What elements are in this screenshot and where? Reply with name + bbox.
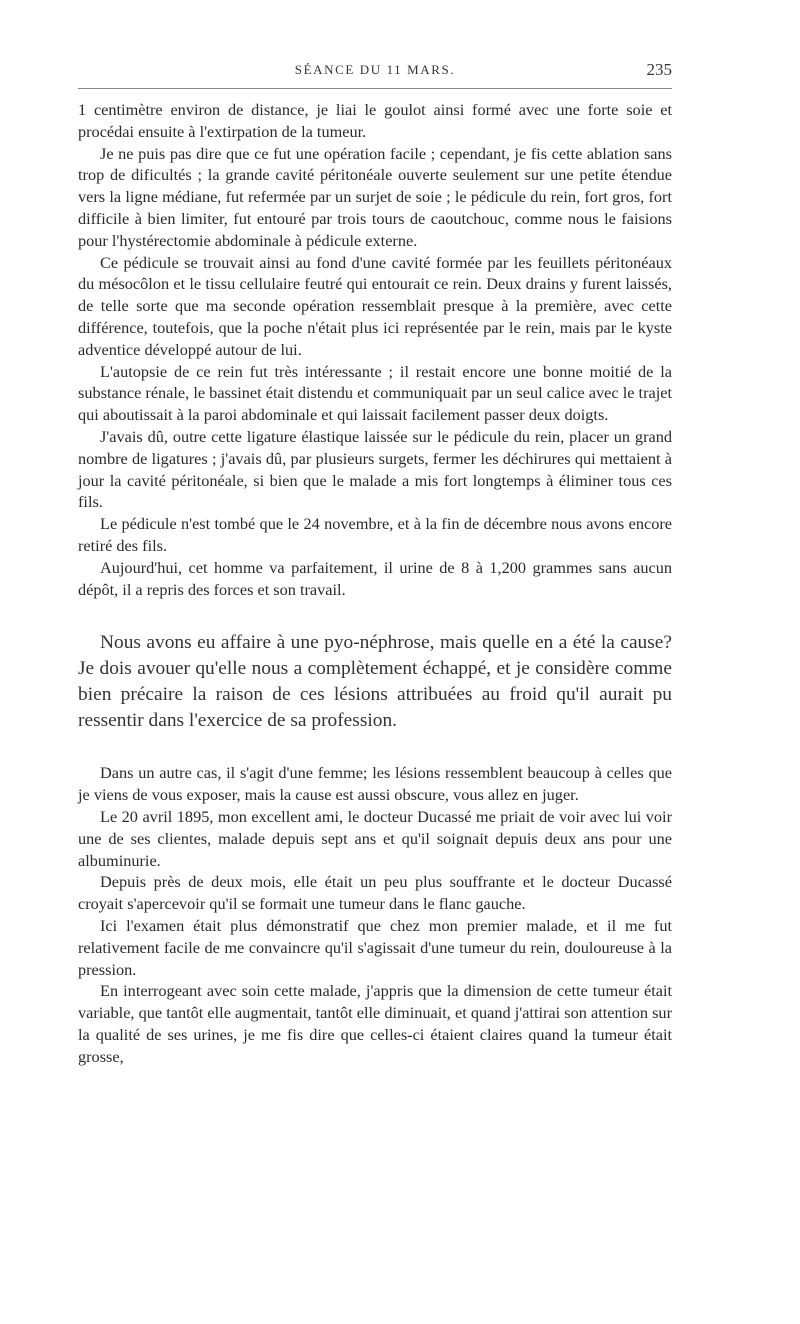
large-type-paragraph — [78, 630, 672, 734]
running-head — [78, 58, 672, 88]
paragraph: Le pédicule n'est tombé que le 24 novembre, et à la fin de décembre nous avons encore retiré des fils. — [78, 514, 672, 555]
paragraph: Depuis près de deux mois, elle était un peu plus souffrante et le docteur Ducassé croyait s'apercevoir qu'il se formait une tumeur dans le flanc gauche. — [78, 872, 672, 914]
running-title: SÉANCE DU 11 MARS. — [294, 62, 456, 77]
header-rule — [78, 88, 672, 89]
paragraph: Dans un autre cas, il s'agit d'une femme; les lésions ressemblent beaucoup à celles que je viens de vous exposer, mais la cause est aussi obscure, vous allez en juger. — [78, 763, 672, 805]
page-number: 235 — [646, 60, 672, 79]
paragraph: J'avais dû, outre cette ligature élastique laissée sur le pédicule du rein, placer un grand nombre de ligatures ; j'avais dû, par plusieurs surgets, fermer les déchirures qui mettaient à jour la cavité péritonéale, si bien que le malade a mis fort longtemps à éliminer tous ces fils. — [78, 426, 672, 512]
book-page — [78, 58, 672, 1067]
paragraph: Je ne puis pas dire que ce fut une opération facile ; cependant, je fis cette ablation sans trop de dificultés ; la grande cavité péritonéale ouverte seulement sur une petite étendue vers la ligne médiane, fut refermée par un surjet de soie ; le pédicule du rein, fort gros, fort difficile à bien limiter, fut entouré par trois tours de caoutchouc, comme nous le faisions pour l'hystérectomie abdominale à pédicule externe. — [78, 143, 672, 250]
text-block-operation — [78, 99, 672, 600]
paragraph: Le 20 avril 1895, mon excellent ami, le docteur Ducassé me priait de voir avec lui voir une de ses clientes, malade depuis sept ans et qu'il soignait depuis deux ans pour une albuminurie. — [78, 806, 672, 870]
conclusion-paragraph: Nous avons eu affaire à une pyo-néphrose, mais quelle en a été la cause? Je dois avouer qu'elle nous a complètement échappé, et je considère comme bien précaire la raison de ces lésions attribuées au froid qu'il aurait pu ressentir dans l'exercice de sa profession. — [78, 632, 672, 732]
text-block-second-case — [78, 762, 672, 1067]
paragraph: 1 centimètre environ de distance, je liai le goulot ainsi formé avec une forte soie et procédai ensuite à l'extirpation de la tumeur. — [78, 100, 672, 141]
paragraph: L'autopsie de ce rein fut très intéressante ; il restait encore une bonne moitié de la substance rénale, le bassinet était distendu et communiquait par un seul calice avec le trajet qui aboutissait à la paroi abdominale et qui laissait facilement passer deux doigts. — [78, 361, 672, 425]
paragraph: Ici l'examen était plus démonstratif que chez mon premier malade, et il me fut relativement facile de me convaincre qu'il s'agissait d'une tumeur du rein, douloureuse à la pression. — [78, 915, 672, 979]
paragraph: Ce pédicule se trouvait ainsi au fond d'une cavité formée par les feuillets péritonéaux du mésocôlon et le tissu cellulaire feutré qui entourait ce rein. Deux drains y furent laissés, de telle sorte que ma seconde opération ressemblait presque à la première, avec cette différence, toutefois, que la poche n'était plus ici représentée par le rein, mais par le kyste adventice développé autour de lui. — [78, 252, 672, 359]
paragraph: Aujourd'hui, cet homme va parfaitement, il urine de 8 à 1,200 grammes sans aucun dépôt, il a repris des forces et son travail. — [78, 557, 672, 599]
paragraph: En interrogeant avec soin cette malade, j'appris que la dimension de cette tumeur était variable, que tantôt elle augmentait, tantôt elle diminuait, et quand j'attirai son attention sur la qualité de ses urines, je me fis dire que celles-ci étaient claires quand la tumeur était grosse, — [78, 981, 672, 1066]
